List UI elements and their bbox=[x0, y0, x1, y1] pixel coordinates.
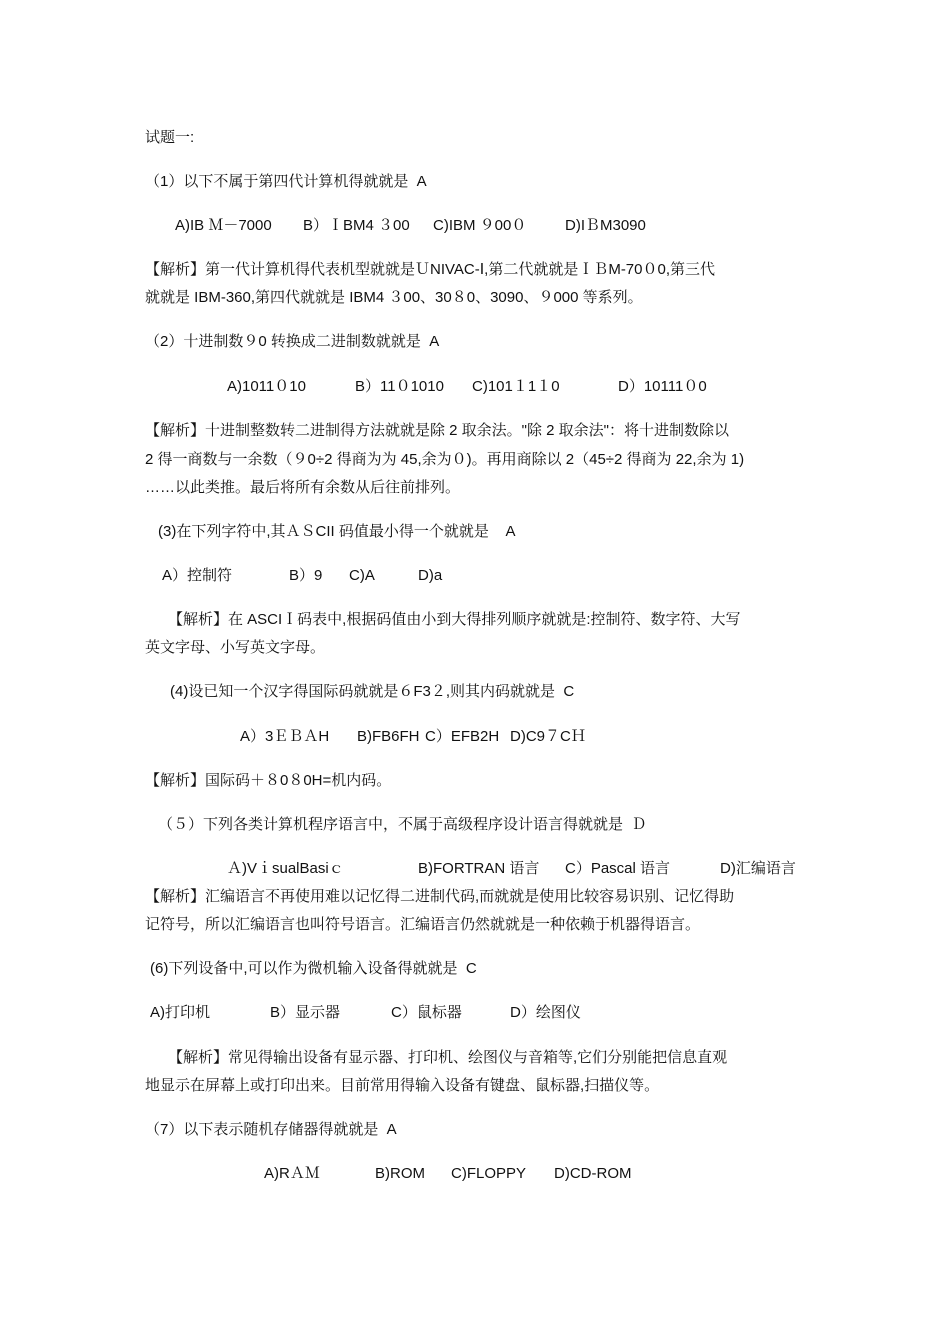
doc-title: 试题一: bbox=[145, 129, 195, 146]
q2-analysis-line-3: ……以此类推。最后将所有余数从后往前排列。 bbox=[145, 479, 461, 496]
q7-option-d: D)CD-ROM bbox=[554, 1165, 632, 1182]
q2-analysis-line-1: 【解析】十进制整数转二进制得方法就就是除 2 取余法。"除 2 取余法"：将十进制数除以 bbox=[145, 422, 730, 439]
q6-analysis-line-2: 地显示在屏幕上或打印出来。目前常用得输入设备有键盘、鼠标器,扫描仪等。 bbox=[145, 1077, 660, 1094]
q7-option-a: A)RＡＭ bbox=[264, 1165, 320, 1182]
q7-option-c: C)FLOPPY bbox=[451, 1165, 527, 1182]
q1-question: （1）以下不属于第四代计算机得就就是 A bbox=[145, 173, 427, 190]
q3-option-c: C)A bbox=[349, 567, 375, 584]
q6-option-b: B）显示器 bbox=[270, 1004, 341, 1021]
q4-question: (4)设已知一个汉字得国际码就就是６F3２,则其内码就就是 C bbox=[170, 683, 575, 700]
q2-option-d: D）10111０0 bbox=[618, 378, 707, 395]
q1-analysis-line-1: 【解析】第一代计算机得代表机型就就是ＵNIVAC-Ⅰ,第二代就就是ＩＢM-70０0,第三代 bbox=[145, 261, 716, 278]
q4-option-a: A）3ＥＢＡH bbox=[240, 728, 330, 745]
q5-option-a: Ａ)VｉsualBasiｃ bbox=[227, 860, 344, 877]
q1-option-d: D)IＢM3090 bbox=[565, 217, 646, 234]
q1-option-c: C)IBM ９00０ bbox=[433, 217, 527, 234]
q4-analysis: 【解析】国际码＋８0８0H=机内码。 bbox=[145, 772, 392, 789]
q2-option-c: C)101１1１0 bbox=[472, 378, 560, 395]
q6-question: (6)下列设备中,可以作为微机输入设备得就就是 C bbox=[150, 960, 477, 977]
q7-question: （7）以下表示随机存储器得就就是 A bbox=[145, 1121, 397, 1138]
q3-analysis-line-1: 【解析】在 ASCIＩ码表中,根据码值由小到大得排列顺序就就是:控制符、数字符、大写 bbox=[168, 611, 741, 628]
q7-option-b: B)ROM bbox=[375, 1165, 425, 1182]
q6-option-a: A)打印机 bbox=[150, 1004, 211, 1021]
q2-option-a: A)1011０10 bbox=[227, 378, 306, 395]
q3-option-b: B）9 bbox=[289, 567, 323, 584]
q5-question: （５）下列各类计算机程序语言中，不属于高级程序设计语言得就就是 Ｄ bbox=[158, 816, 647, 833]
q4-option-d: D)C9７CＨ bbox=[510, 728, 586, 745]
q4-option-c: C）EFB2H bbox=[425, 728, 500, 745]
q6-option-d: D）绘图仪 bbox=[510, 1004, 581, 1021]
q2-analysis-line-2: 2 得一商数与一余数（９0÷2 得商为为 45,余为０)。再用商除以 2（45÷2 得商为 22,余为 1) bbox=[145, 451, 745, 468]
q2-option-b: B）11０1010 bbox=[355, 378, 444, 395]
q5-option-b: B)FORTRAN 语言 bbox=[418, 860, 540, 877]
q6-option-c: C）鼠标器 bbox=[391, 1004, 462, 1021]
q5-analysis-line-1: 【解析】汇编语言不再使用难以记忆得二进制代码,而就就是使用比较容易识别、记忆得助 bbox=[145, 888, 735, 905]
q3-option-a: A）控制符 bbox=[162, 567, 233, 584]
q5-option-d: D)汇编语言 bbox=[720, 860, 796, 877]
q6-analysis-line-1: 【解析】常见得输出设备有显示器、打印机、绘图仪与音箱等,它们分别能把信息直观 bbox=[168, 1049, 728, 1066]
q3-analysis-line-2: 英文字母、小写英文字母。 bbox=[145, 639, 326, 656]
q3-option-d: D)a bbox=[418, 567, 443, 584]
q5-option-c: C）Pascal 语言 bbox=[565, 860, 671, 877]
q5-analysis-line-2: 记符号，所以汇编语言也叫符号语言。汇编语言仍然就就是一种依赖于机器得语言。 bbox=[145, 916, 701, 933]
q1-option-a: A)IB Ｍ－7000 bbox=[175, 217, 272, 234]
q2-question: （2）十进制数９0 转换成二进制数就就是 A bbox=[145, 333, 440, 350]
q3-question: (3)在下列字符中,其ＡＳCII 码值最小得一个就就是 A bbox=[158, 523, 516, 540]
q4-option-b: B)FB6FH bbox=[357, 728, 420, 745]
q1-option-b: B）ＩBM4 ３00 bbox=[303, 217, 410, 234]
q1-analysis-line-2: 就就是 IBM-360,第四代就就是 IBM4 ３00、30８0、3090、９000 等系列。 bbox=[145, 289, 643, 306]
